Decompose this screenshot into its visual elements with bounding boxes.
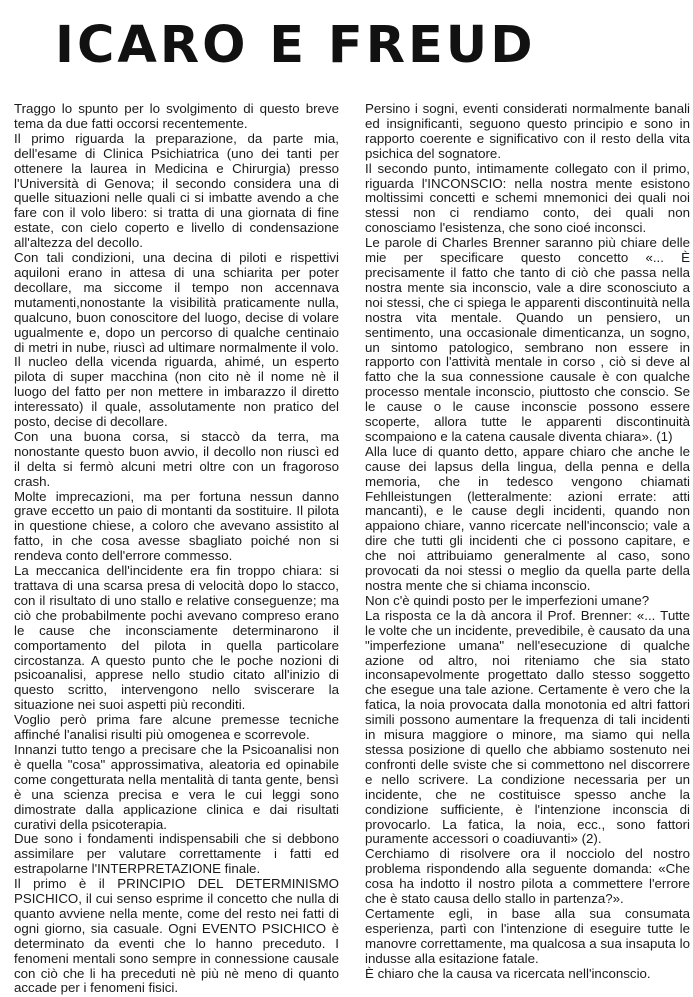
paragraph: Persino i sogni, eventi considerati normalmente banali ed insignificanti, seguono questo principio e sono in rapporto coerente e significativo con il resto della vita psichica del sognatore. xyxy=(365,101,690,161)
paragraph: La risposta ce la dà ancora il Prof. Brenner: «... Tutte le volte che un incidente, prevedibile, è causato da una "imperfezione umana" nell'esecuzione di qualche azione od altro, noi riteniamo che sia stato inconsapevolmente progettato dallo stesso soggetto che esegue una tale azione. Certamente è vero che la fatica, la noia provocata dalla monotonia ed altri fattori simili possono aumentare la frequenza di tali incidenti in misura maggiore o minore, ma siamo qui nella stessa posizione di quello che abbiamo sostenuto nei confronti delle sviste che si commettono nel discorrere e nello scrivere. La condizione necessaria per un incidente, che ne costituisce spesso anche la condizione sufficiente, è l'intenzione inconscia di provocarlo. La fatica, la noia, ecc., sono fattori puramente accessori o coadiuvanti» (2). xyxy=(365,607,690,847)
paragraph: Alla luce di quanto detto, appare chiaro che anche le cause dei lapsus della lingua, della penna e della memoria, che in tedesco vengono chiamati Fehlleistungen (letteralmente: azioni errate: atti mancanti), e le cause degli incidenti, quando non appaiono chiare, vanno ricercate nell'inconscio; vale a dire che tutti gli incidenti che ci possono capitare, e che noi attribuiamo generalmente al caso, sono provocati da noi stessi o meglio da quella parte della nostra mente che si chiama inconscio. xyxy=(365,443,690,593)
article-title: ICARO E FREUD xyxy=(55,16,536,75)
left-column xyxy=(14,102,339,996)
paragraph: Molte imprecazioni, ma per fortuna nessun danno grave eccetto un paio di montanti da sostituire. Il pilota in questione chiese, a coloro che avevano assistito al fatto, in che cosa avesse sbagliato poiché non si rendeva conto dell'errore commesso. xyxy=(14,488,339,564)
paragraph: Il primo è il PRINCIPIO DEL DETERMINISMO PSICHICO, il cui senso esprime il concetto che nulla di quanto avviene nella mente, come del resto nei fatti di ogni giorno, sia casuale. Ogni EVENTO PSICHICO è determinato da eventi che lo hanno preceduto. I fenomeni mentali sono sempre in connessione causale con ciò che li ha preceduti nè più nè meno di quanto accade per i fenomeni fisici. xyxy=(14,876,339,996)
paragraph: Innanzi tutto tengo a precisare che la Psicoanalisi non è quella "cosa" approssimativa, aleatoria ed opinabile come congetturata nella mentalità di tanta gente, bensì è una scienza precisa e vera le cui leggi sono dimostrate dalla applicazione clinica e dai risultati curativi della psicoterapia. xyxy=(14,741,339,832)
paragraph: Le parole di Charles Brenner saranno più chiare delle mie per specificare questo concetto «... È precisamente il fatto che tanto di ciò che passa nella nostra mente sia inconscio, vale a dire sconosciuto a noi stessi, che ci spiega le apparenti discontinuità nella nostra vita mentale. Quando un pensiero, un sentimento, una occasionale dimenticanza, un sogno, un sintomo patologico, sembrano non essere in rapporto con l'attività mentale in corso , ciò si deve al fatto che la sua connessione causale è con qualche processo mentale inconscio, piuttosto che conscio. Se le cause o le cause inconscie possono essere scoperte, allora tutte le apparenti discontinuità scompaiono e la catena causale diventa chiara». (1) xyxy=(365,235,690,444)
paragraph: Traggo lo spunto per lo svolgimento di questo breve tema da due fatti occorsi recentemente. xyxy=(14,101,339,131)
paragraph: La meccanica dell'incidente era fin troppo chiara: si trattava di una scarsa presa di velocità dopo lo stacco, con il risultato di uno stallo e relative conseguenze; ma ciò che probabilmente pochi avevano compreso erano le cause che inconsciamente determinarono il comportamento del pilota in quella particolare circostanza. A questo punto che le poche nozioni di psicoanalisi, apprese nello studio citato all'inizio di questo scritto, intervengono nello sviscerare la situazione nei suoi aspetti più reconditi. xyxy=(14,563,339,713)
paragraph: Non c'è quindi posto per le imperfezioni umane? xyxy=(365,592,650,608)
paragraph: Cerchiamo di risolvere ora il nocciolo del nostro problema rispondendo alla seguente domanda: «Che cosa ha indotto il nostro pilota a commettere l'errore che è stato causa dello stallo in partenza?». xyxy=(365,846,690,907)
paragraph: Voglio però prima fare alcune premesse tecniche affinché l'analisi risulti più omogenea e scorrevole. xyxy=(14,712,339,743)
paragraph: Con tali condizioni, una decina di piloti e rispettivi aquiloni erano in attesa di una schiarita per poter decollare, ma siccome il tempo non accennava mutamenti,nonostante la visibilità praticamente nulla, qualcuno, buon conoscitore del luogo, decise di volare ugualmente e, dopo un percorso di qualche centinaio di metri in nube, riuscì ad ultimare normalmente il volo. Il nucleo della vicenda riguarda, ahimé, un esperto pilota di super macchina (non cito nè il nome nè il luogo del fatto per non mettere in imbarazzo il diretto interessato) il quale, assolutamente non pratico del posto, decise di decollare. xyxy=(14,250,339,430)
paragraph: Con una buona corsa, si staccò da terra, ma nonostante questo buon avvio, il decollo non riuscì ed il delta si fermò alcuni metri oltre con un fragoroso crash. xyxy=(14,428,339,489)
paragraph: Il primo riguarda la preparazione, da parte mia, dell'esame di Clinica Psichiatrica (uno dei tanti per ottenere la laurea in Medicina e Chirurgia) presso l'Università di Genova; il secondo considera una di quelle situazioni nelle quali ci si imbatte avendo a che fare con il volo libero: si tratta di una giornata di fine estate, con cielo coperto e livello di condensazione all'altezza del decollo. xyxy=(14,130,339,251)
right-column xyxy=(365,102,690,981)
paragraph: È chiaro che la causa va ricercata nell'inconscio. xyxy=(365,965,651,981)
paragraph: Certamente egli, in base alla sua consumata esperienza, partì con l'intenzione di eseguire tutte le manovre correttamente, ma qualcosa a sua insaputa lo indusse alla esitazione fatale. xyxy=(365,905,690,966)
paragraph: Il secondo punto, intimamente collegato con il primo, riguarda l'INCONSCIO: nella nostra mente esistono moltissimi concetti e schemi mnemonici dei quali noi stessi non ci rendiamo conto, dei quali non conosciamo l'esistenza, che sono cioé inconsci. xyxy=(365,160,690,236)
paragraph: Due sono i fondamenti indispensabili che si debbono assimilare per valutare correttamente i fatti ed estrapolarne l'INTERPRETAZIONE finale. xyxy=(14,831,339,877)
